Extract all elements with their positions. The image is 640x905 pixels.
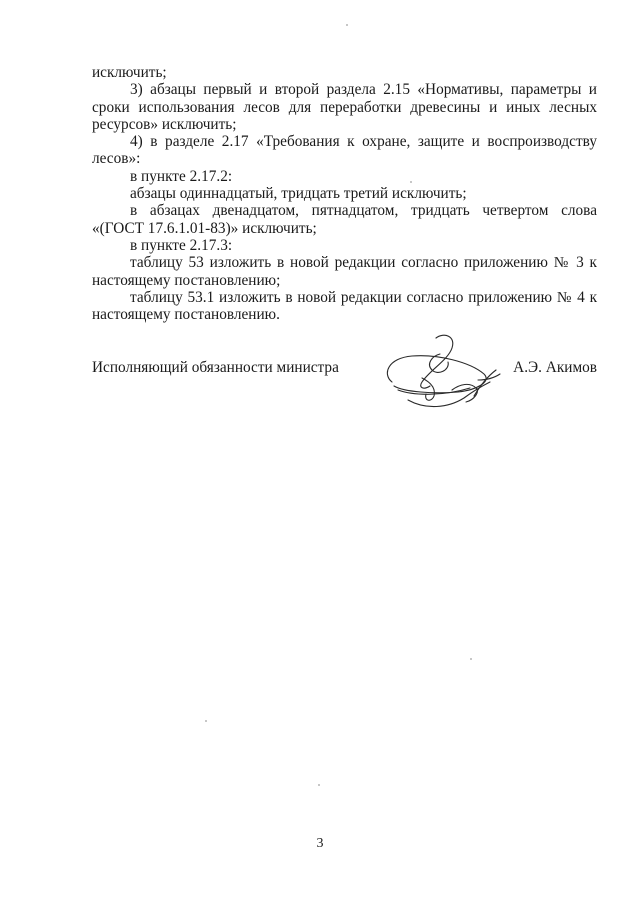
handwritten-signature xyxy=(378,330,508,414)
document-body xyxy=(92,64,597,323)
paragraph-8: таблицу 53 изложить в новой редакции согласно приложению № 3 к настоящему постановлению; xyxy=(92,254,597,289)
scan-speck xyxy=(205,720,207,722)
paragraph-9: таблицу 53.1 изложить в новой редакции согласно приложению № 4 к настоящему постановлению. xyxy=(92,288,597,324)
paragraph-3: 4) в разделе 2.17 «Требования к охране, защите и воспроизводству лесов»: xyxy=(92,133,597,168)
paragraph-7: в пункте 2.17.3: xyxy=(130,236,233,254)
signatory-name: А.Э. Акимов xyxy=(513,359,597,376)
signature-block xyxy=(92,356,597,416)
paragraph-5: абзацы одиннадцатый, тридцать третий исключить; xyxy=(130,185,467,203)
scan-speck xyxy=(346,24,348,26)
scan-speck xyxy=(318,784,320,786)
signatory-title: Исполняющий обязанности министра xyxy=(92,359,339,376)
paragraph-4: в пункте 2.17.2: xyxy=(130,167,233,185)
paragraph-2: 3) абзацы первый и второй раздела 2.15 «Нормативы, параметры и сроки использования лесов для переработки древесины и иных лесных ресурсов» исключить; xyxy=(92,81,597,133)
page-number: 3 xyxy=(316,836,324,851)
scan-speck xyxy=(470,658,472,660)
scan-speck xyxy=(410,181,412,183)
paragraph-1: исключить; xyxy=(92,64,167,81)
paragraph-6: в абзацах двенадцатом, пятнадцатом, тридцать четвертом слова «(ГОСТ 17.6.1.01-83)» исключить; xyxy=(92,202,597,237)
